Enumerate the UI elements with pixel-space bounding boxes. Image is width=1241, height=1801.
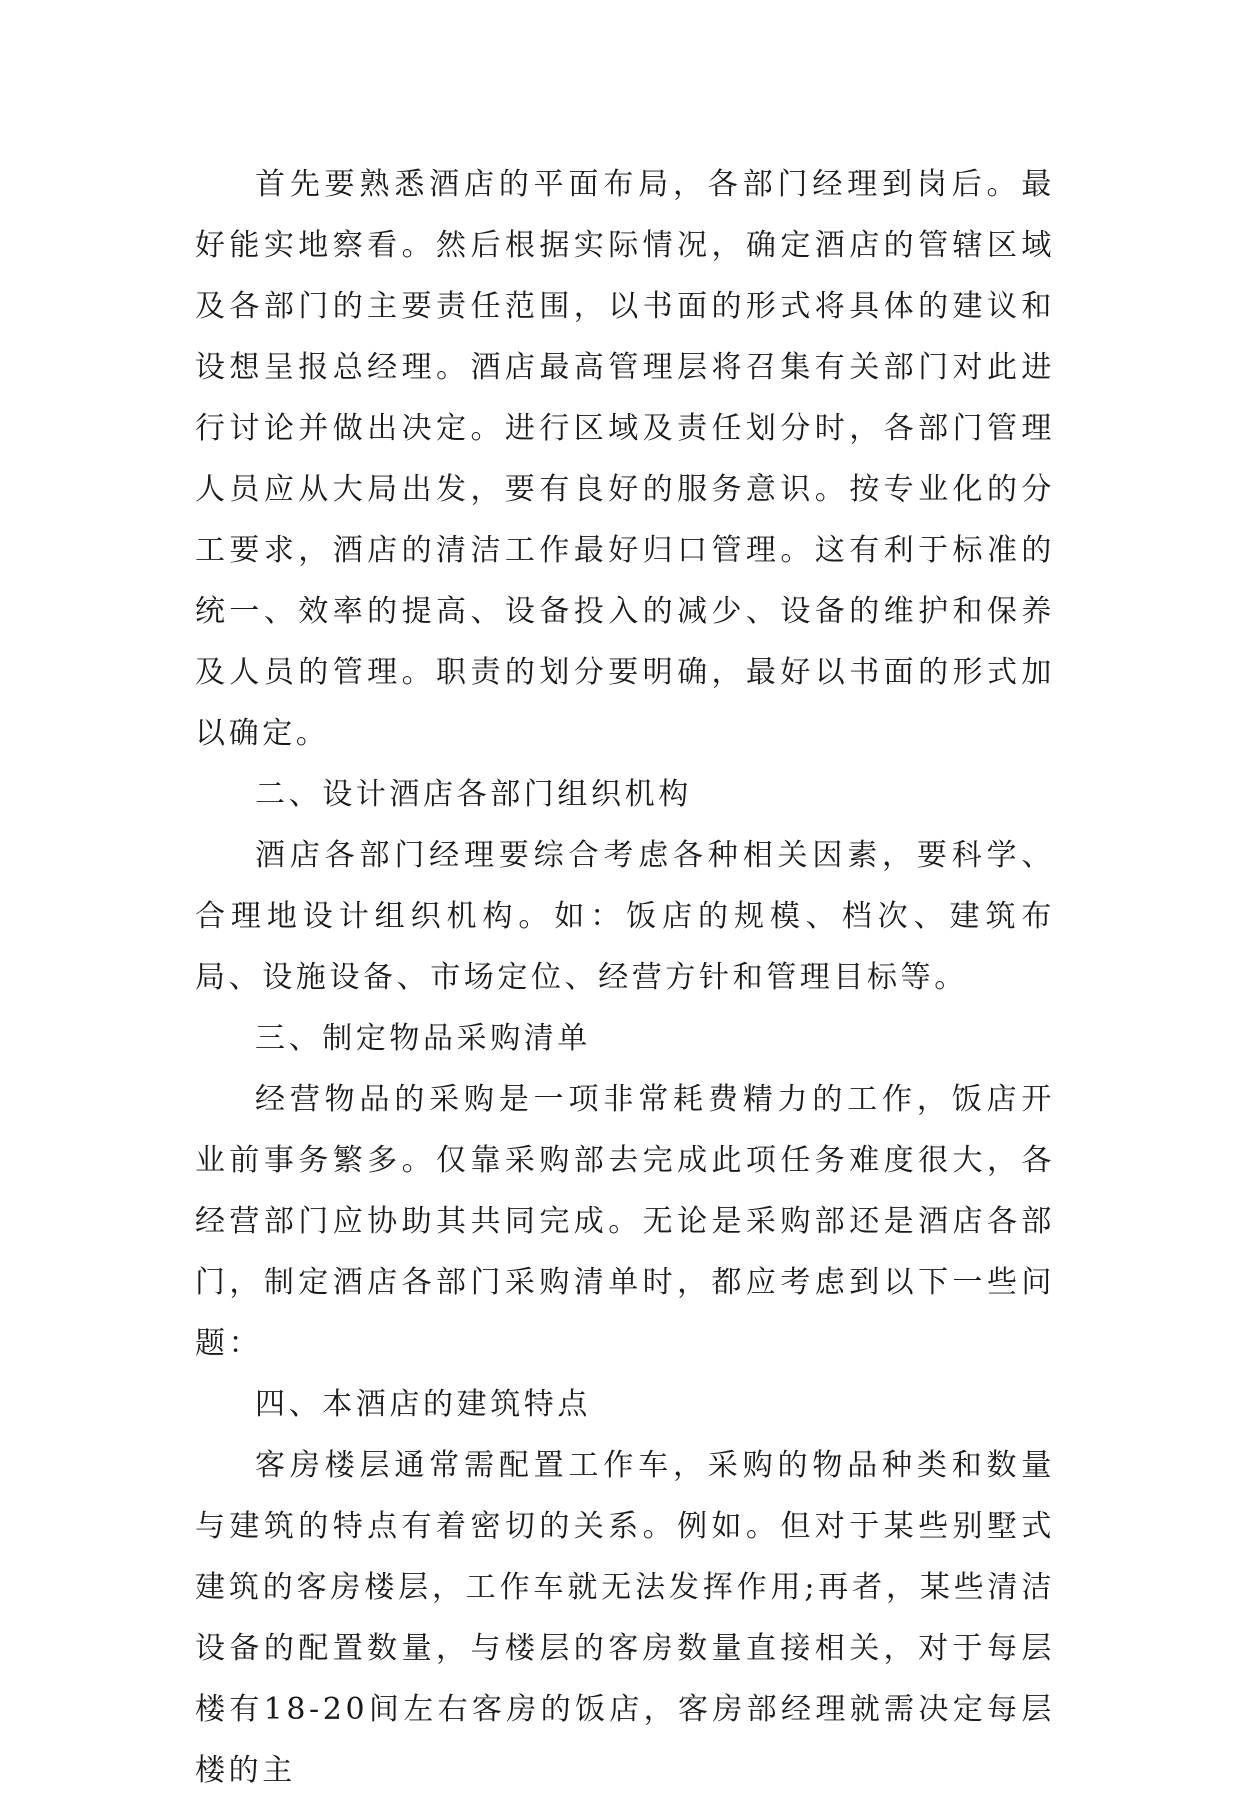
document-body — [195, 154, 1055, 1801]
section-heading-3: 三、制定物品采购清单 — [255, 1021, 591, 1056]
section-heading-4: 四、本酒店的建筑特点 — [255, 1387, 591, 1422]
paragraph-section-2: 酒店各部门经理要综合考虑各种相关因素，要科学、合理地设计组织机构。如：饭店的规模、档次、建筑布局、设施设备、市场定位、经营方针和管理目标等。 — [195, 838, 1055, 995]
paragraph-section-3: 经营物品的采购是一项非常耗费精力的工作，饭店开业前事务繁多。仅靠采购部去完成此项任务难度很大，各经营部门应协助其共同完成。无论是采购部还是酒店各部门，制定酒店各部门采购清单时，都应考虑到以下一些问题： — [195, 1082, 1055, 1361]
section-heading-2: 二、设计酒店各部门组织机构 — [255, 777, 692, 812]
paragraph-section-4: 客房楼层通常需配置工作车，采购的物品种类和数量与建筑的特点有着密切的关系。例如。但对于某些别墅式建筑的客房楼层，工作车就无法发挥作用;再者，某些清洁设备的配置数量，与楼层的客房数量直接相关，对于每层楼有18-20间左右客房的饭店，客房部经理就需决定每层楼的主 — [195, 1448, 1055, 1788]
paragraph-intro: 首先要熟悉酒店的平面布局，各部门经理到岗后。最好能实地察看。然后根据实际情况，确定酒店的管辖区域及各部门的主要责任范围，以书面的形式将具体的建议和设想呈报总经理。酒店最高管理层将召集有关部门对此进行讨论并做出决定。进行区域及责任划分时，各部门管理人员应从大局出发，要有良好的服务意识。按专业化的分工要求，酒店的清洁工作最好归口管理。这有利于标准的统一、效率的提高、设备投入的减少、设备的维护和保养及人员的管理。职责的划分要明确，最好以书面的形式加以确定。 — [195, 167, 1055, 751]
